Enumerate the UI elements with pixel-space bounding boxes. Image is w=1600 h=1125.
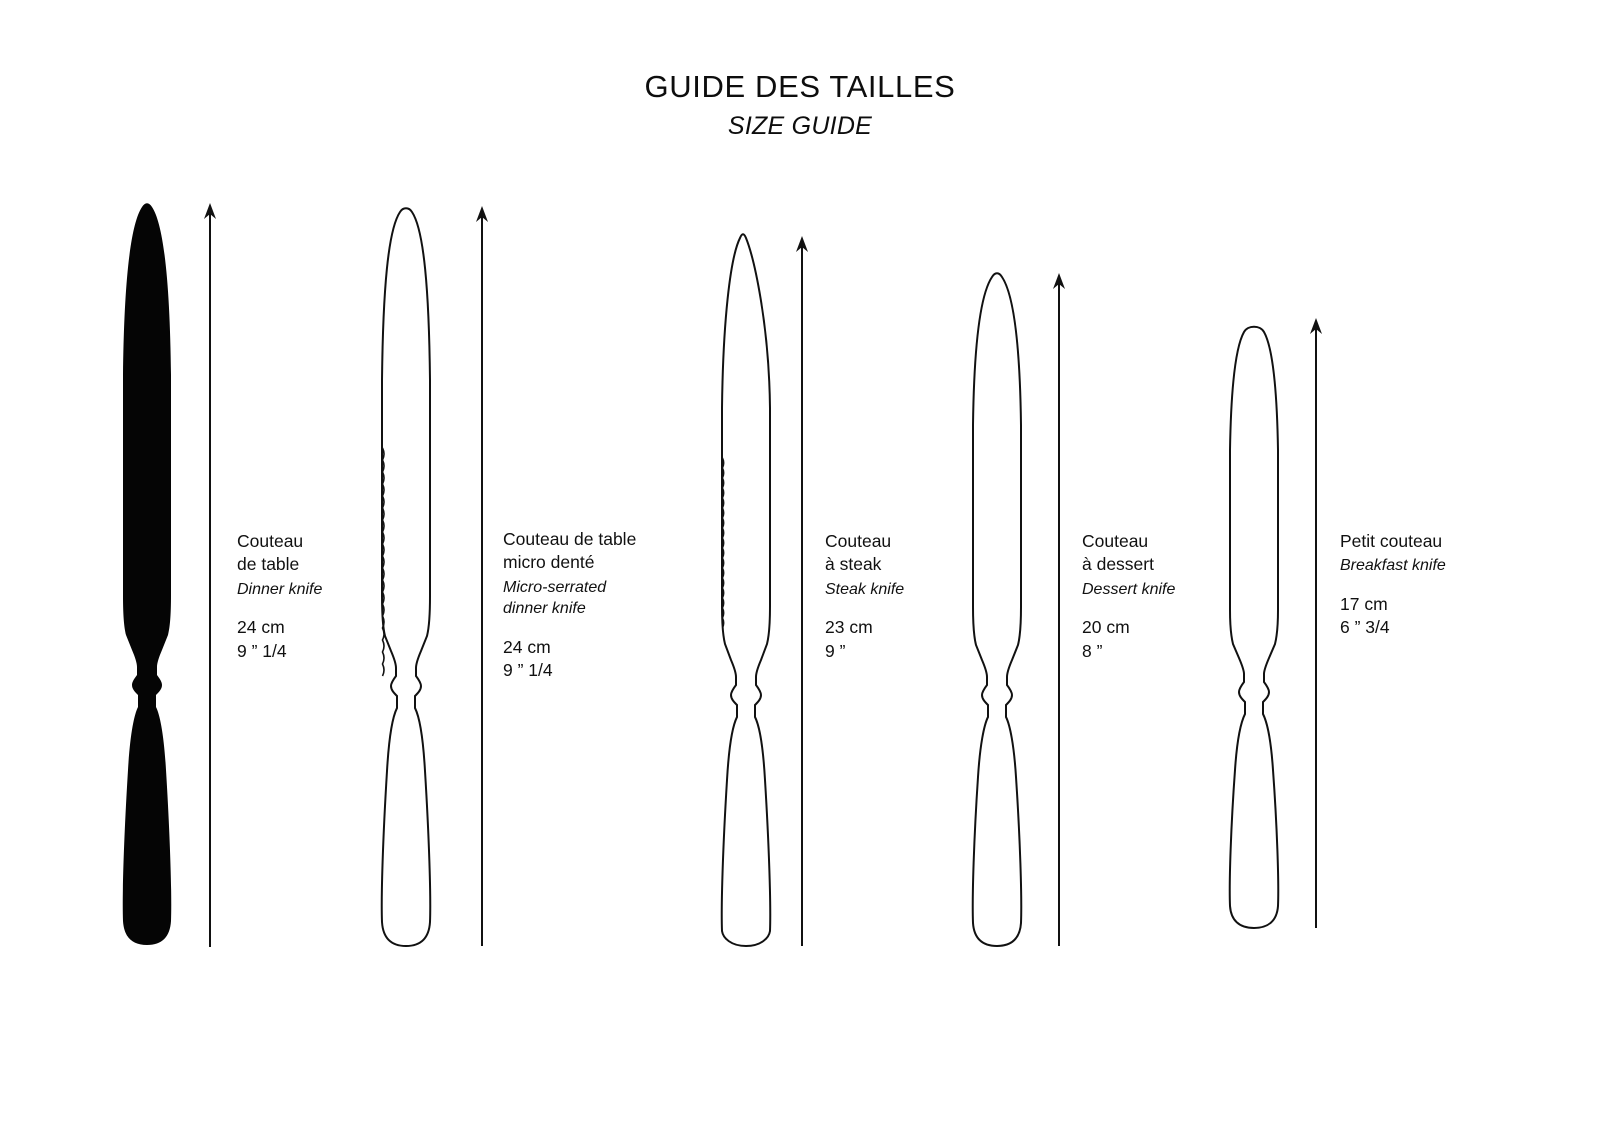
breakfast-knife-illustration	[1222, 310, 1462, 975]
page-header	[0, 68, 1600, 141]
breakfast-knife-dimensions	[1340, 593, 1446, 640]
steak-knife-name-fr-1: Couteau	[825, 531, 892, 551]
breakfast-knife-name-en: Breakfast knife	[1340, 557, 1446, 575]
micro-serrated-size-cm: 24 cm	[503, 636, 551, 657]
knife-column-steak-knife	[710, 228, 940, 963]
dinner-knife-name-fr-2: de table	[237, 554, 300, 575]
dinner-knife-size-in: 9 ” 1/4	[237, 640, 287, 661]
dinner-knife-name-en: Dinner knife	[237, 580, 323, 598]
dessert-knife-size-cm: 20 cm	[1082, 617, 1130, 638]
micro-serrated-name-fr-1: Couteau de table	[503, 529, 637, 549]
dessert-knife-name-fr-2: à dessert	[1082, 554, 1154, 575]
dessert-knife-size-in: 8 ”	[1082, 640, 1103, 661]
steak-knife-name-en: Steak knife	[825, 580, 905, 598]
knife-column-micro-serrated-dinner-knife	[372, 198, 637, 963]
dinner-knife-name-fr-1: Couteau	[237, 531, 304, 551]
knife-column-breakfast-knife	[1222, 310, 1452, 965]
micro-serrated-name-fr-2: micro denté	[503, 552, 595, 573]
dinner-knife-caption	[237, 530, 322, 663]
knife-column-dinner-knife	[110, 195, 340, 965]
steak-knife-dimensions	[825, 616, 904, 663]
breakfast-knife-size-cm: 17 cm	[1340, 593, 1388, 614]
micro-serrated-dimensions	[503, 636, 636, 683]
steak-knife-size-in: 9 ”	[825, 640, 846, 661]
micro-serrated-name-en-1: Micro-serrated	[503, 578, 607, 596]
steak-knife-size-cm: 23 cm	[825, 617, 873, 638]
micro-serrated-dinner-knife-caption	[503, 528, 636, 683]
page-subtitle: SIZE GUIDE	[727, 112, 873, 141]
dessert-knife-dimensions	[1082, 616, 1175, 663]
breakfast-knife-caption	[1340, 530, 1446, 640]
dessert-knife-caption	[1082, 530, 1175, 663]
dinner-knife-dimensions	[237, 616, 322, 663]
page-title: GUIDE DES TAILLES	[644, 69, 956, 104]
dessert-knife-name-fr-1: Couteau	[1082, 531, 1149, 551]
micro-serrated-size-in: 9 ” 1/4	[503, 660, 553, 681]
micro-serrated-name-en-2: dinner knife	[503, 600, 586, 618]
knife-column-dessert-knife	[962, 265, 1192, 965]
dinner-knife-size-cm: 24 cm	[237, 617, 285, 638]
steak-knife-caption	[825, 530, 904, 663]
steak-knife-name-fr-2: à steak	[825, 554, 882, 575]
breakfast-knife-name-fr: Petit couteau	[1340, 531, 1443, 551]
breakfast-knife-size-in: 6 ” 3/4	[1340, 617, 1390, 638]
dessert-knife-name-en: Dessert knife	[1082, 580, 1176, 598]
